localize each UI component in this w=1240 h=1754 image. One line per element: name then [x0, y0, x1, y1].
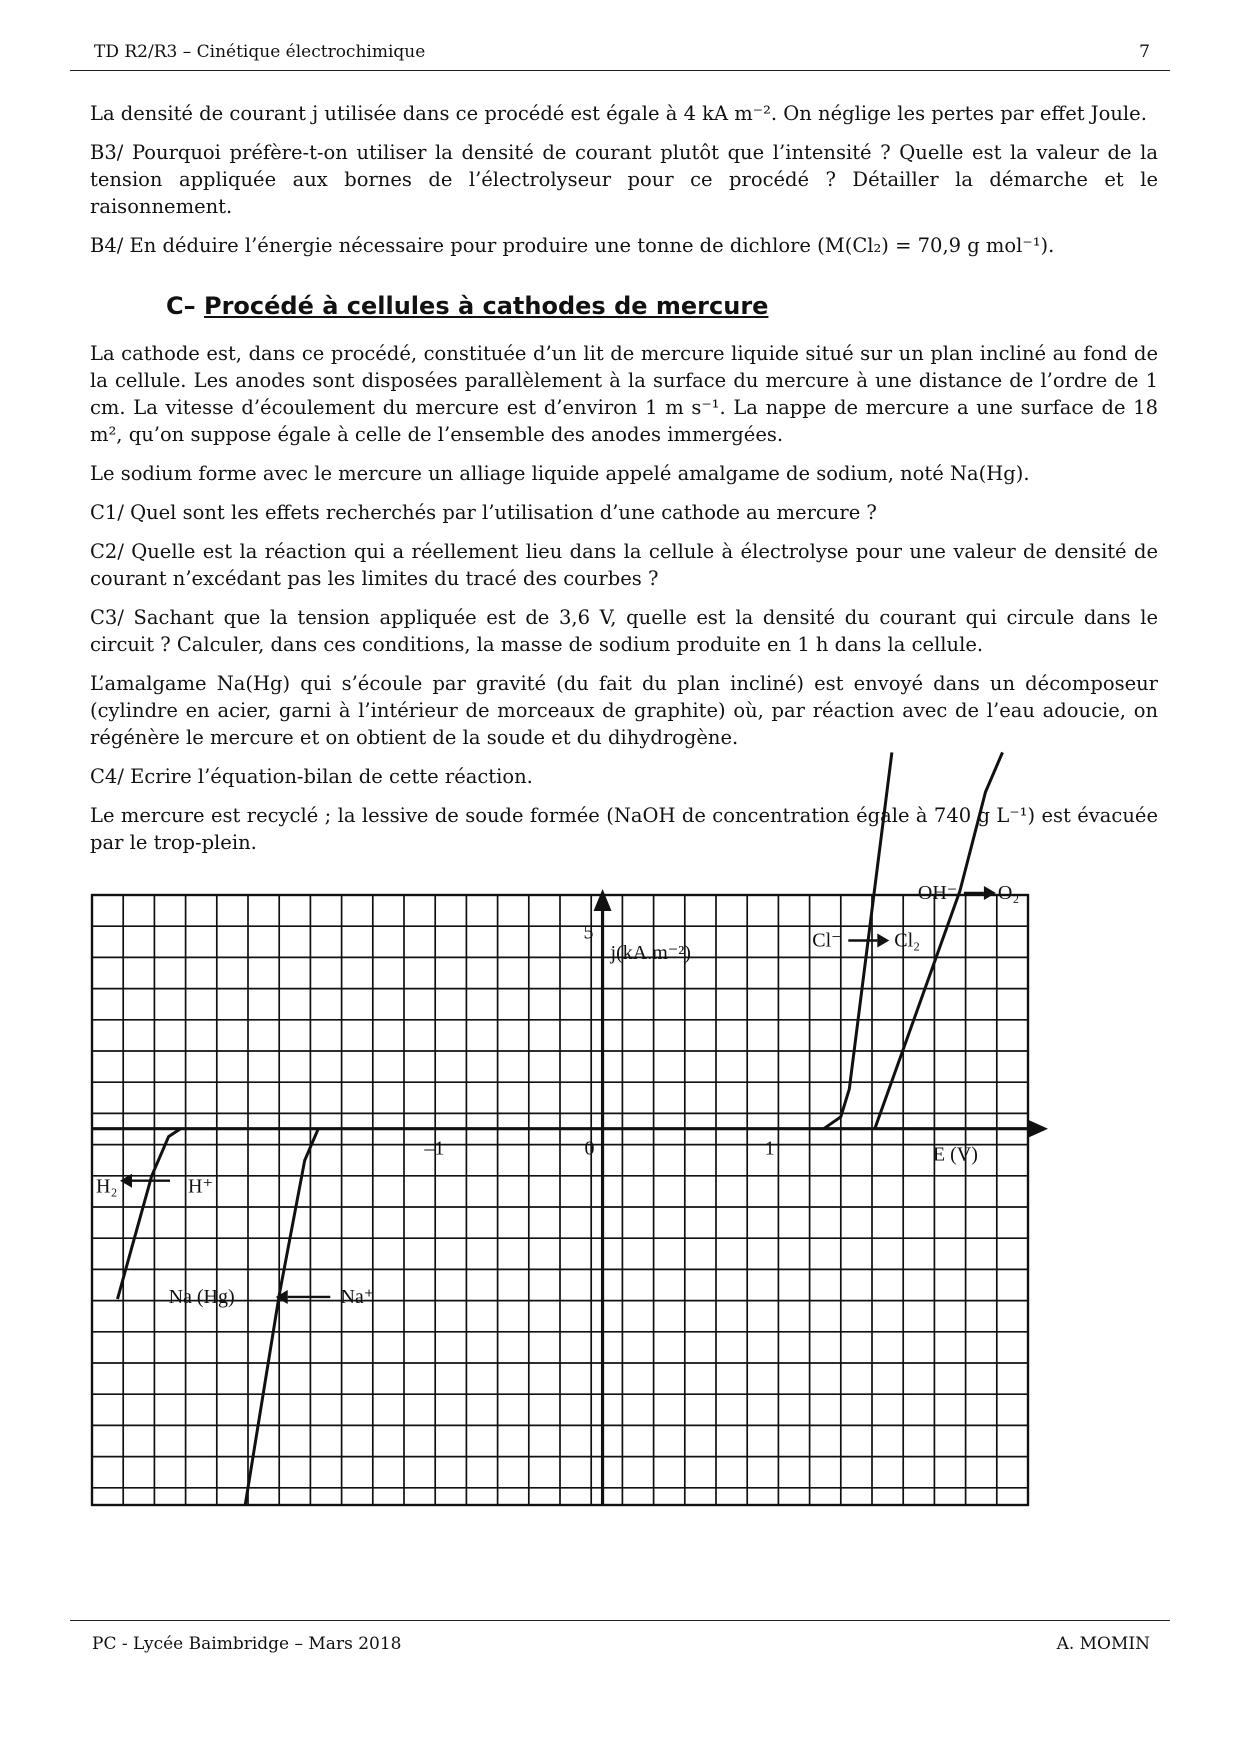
x-axis-arrowhead	[1028, 1120, 1048, 1138]
label-chloride: Cl⁻	[812, 929, 842, 952]
section-title	[166, 293, 1158, 320]
question-b3: B3/ Pourquoi préfère-t-on utiliser la densité de courant plutôt que l’intensité ? Quelle est la valeur de la tension appliquée aux bornes de l’électrolyseur pour ce procédé ? Détailler la démarche et le raisonnement.	[90, 141, 1158, 218]
curve-na-na-hg-	[245, 1129, 318, 1505]
x-tick-label: 0	[584, 1137, 595, 1160]
graph-grid	[92, 895, 1028, 1505]
footer-rule	[70, 1620, 1170, 1621]
question-c1: C1/ Quel sont les effets recherchés par l’utilisation d’une cathode au mercure ?	[90, 501, 877, 524]
question-c2: C2/ Quelle est la réaction qui a réellement lieu dans la cellule à électrolyse pour une valeur de densité de courant n’excédant pas les limites du tracé des courbes ?	[90, 540, 1158, 590]
label-dichlorine: Cl₂	[894, 929, 921, 952]
label-dioxygen: O₂	[997, 881, 1020, 904]
current-potential-graph	[90, 881, 1170, 1593]
arrow-cl-head	[877, 933, 889, 947]
paragraph-sodium: Le sodium forme avec le mercure un alliage liquide appelé amalgame de sodium, noté Na(Hg).	[90, 462, 1030, 485]
paragraph-mercure: Le mercure est recyclé ; la lessive de soude formée (NaOH de concentration égale à 740 g L⁻¹) est évacuée par le trop-plein.	[90, 804, 1158, 854]
graph-labels	[96, 882, 1019, 1308]
page-content	[90, 100, 1158, 868]
page-number: 7	[1139, 42, 1150, 62]
page-footer	[90, 1634, 1170, 1654]
question-b4: B4/ En déduire l’énergie nécessaire pour produire une tonne de dichlore (M(Cl₂) = 70,9 g mol⁻¹).	[90, 234, 1055, 257]
curve-h-h-	[118, 1129, 181, 1299]
paragraph-amalgame: L’amalgame Na(Hg) qui s’écoule par gravité (du fait du plan incliné) est envoyé dans un décomposeur (cylindre en acier, garni à l’intérieur de morceaux de graphite) où, par réaction avec de l’eau adoucie, on régénère le mercure et on obtient de la soude et du dihydrogène.	[90, 672, 1158, 749]
document-title: TD R2/R3 – Cinétique électrochimique	[94, 42, 426, 62]
x-tick-label: –1	[424, 1137, 445, 1160]
graph-axes	[92, 889, 1048, 1505]
label-dihydrogen: H₂	[96, 1175, 118, 1198]
x-tick-label: 1	[764, 1137, 775, 1160]
label-proton: H⁺	[188, 1175, 213, 1198]
arrow-oh-head	[984, 886, 996, 900]
y-axis-title: j(kA.m⁻²)	[610, 942, 691, 964]
paragraph-cathode: La cathode est, dans ce procédé, constituée d’un lit de mercure liquide situé sur un plan incliné au fond de la cellule. Les anodes sont disposées parallèlement à la surface du mercure à une distance de l’ordre de 1 cm. La vitesse d’écoulement du mercure est d’environ 1 m s⁻¹. La nappe de mercure a une surface de 18 m², qu’on suppose égale à celle de l’ensemble des anodes immergées.	[90, 342, 1158, 446]
section-heading: Procédé à cellules à cathodes de mercure	[203, 292, 769, 320]
y-tick-label: 5	[583, 921, 594, 944]
header-rule	[70, 70, 1170, 71]
y-axis-arrowhead	[594, 889, 612, 911]
label-sodium-ion: Na⁺	[340, 1285, 375, 1308]
paragraph-current-density: La densité de courant j utilisée dans ce procédé est égale à 4 kA m⁻². On néglige les pertes par effet Joule.	[90, 102, 1147, 125]
section-prefix: C–	[166, 292, 196, 320]
label-hydroxide: OH⁻	[917, 881, 958, 904]
x-axis-title: E (V)	[932, 1143, 978, 1166]
page-header	[90, 42, 1170, 62]
footer-school: PC - Lycée Baimbridge – Mars 2018	[92, 1634, 402, 1654]
question-c4: C4/ Ecrire l’équation-bilan de cette réaction.	[90, 765, 533, 788]
label-sodium-amalgam: Na (Hg)	[168, 1285, 235, 1308]
question-c3: C3/ Sachant que la tension appliquée est de 3,6 V, quelle est la densité du courant qui circule dans le circuit ? Calculer, dans ces conditions, la masse de sodium produite en 1 h dans la cellule.	[90, 606, 1158, 656]
footer-author: A. MOMIN	[1056, 1634, 1150, 1654]
